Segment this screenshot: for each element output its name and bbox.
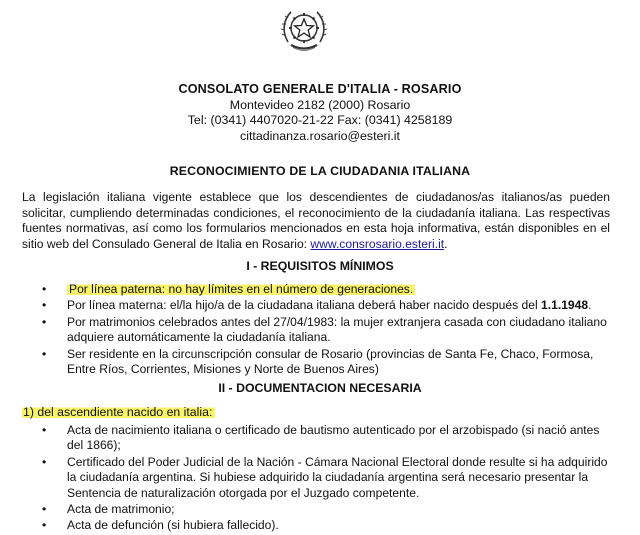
intro-end: . [444, 236, 448, 251]
bullet-icon: • [42, 298, 47, 313]
list-item [40, 518, 612, 533]
highlighted-text: Por línea paterna: no hay límites en el número de generaciones. [69, 282, 414, 296]
consulate-phone: Tel: (0341) 4407020-21-22 Fax: (0341) 4258189 [187, 113, 453, 127]
bullet-icon: • [42, 282, 47, 296]
consulate-email: cittadinanza.rosario@esteri.it [240, 128, 400, 143]
document-title: RECONOCIMIENTO DE LA CIUDADANIA ITALIANA [169, 164, 471, 178]
ascendant-subtitle [22, 405, 215, 419]
list-item-text: Acta de matrimonio; [67, 502, 175, 517]
list-item [40, 502, 612, 517]
consulate-header [0, 82, 640, 144]
bullet-icon: • [42, 423, 47, 437]
list-item-date: 1.1.1948 [541, 298, 589, 313]
documentation-list [40, 423, 612, 535]
bullet-icon: • [42, 346, 47, 361]
consulate-title: CONSOLATO GENERALE D'ITALIA - ROSARIO [178, 82, 462, 96]
bullet-icon: • [42, 502, 47, 517]
list-item-text: Certificado del Poder Judicial de la Nación - Cámara Nacional Electoral donde resulte si ha adquirido la ciudadanía argentina. Si hubiese adquirido la ciudadanía argentina será necesario presentar la Sentencia de naturalización otorgada por el Juzgado competente. [67, 454, 608, 500]
list-item-text: Acta de defunción (si hubiera fallecido). [67, 518, 279, 533]
bullet-icon: • [42, 518, 47, 533]
list-item [40, 282, 612, 297]
list-item [40, 298, 612, 313]
consulate-website-link[interactable]: www.consrosario.esteri.it [310, 236, 445, 251]
consulate-address: Montevideo 2182 (2000) Rosario [229, 97, 411, 112]
intro-text: La legislación italiana vigente establece que los descendientes de ciudadanos/as italianos/as pueden solicitar, cumpliendo determinadas condiciones, el reconocimiento de la ciudadanía italiana. Las respectivas fuentes normativas, así como los formularios mencionados en esta hoja informativa, están disponibles en el sitio web del Consulado General de Italia en Rosario: [22, 190, 610, 251]
requirements-list [40, 282, 612, 378]
list-item [40, 423, 612, 454]
list-item [40, 455, 612, 501]
list-item-text: Por matrimonios celebrados antes del 27/04/1983: la mujer extranjera casada con ciudadano italiano adquiere automáticamente la ciudadanía italiana. [67, 314, 607, 345]
list-item-text: Acta de nacimiento italiana o certificado de bautismo autenticado por el arzobispado (si nació antes del 1866); [67, 423, 600, 453]
italian-republic-emblem-icon [279, 4, 329, 54]
list-item [40, 347, 612, 378]
bullet-icon: • [42, 454, 47, 469]
intro-paragraph [22, 190, 610, 252]
list-item [40, 315, 612, 346]
section-requirements-title: I - REQUISITOS MÍNIMOS [246, 259, 394, 273]
highlighted-subtitle: 1) del ascendiente nacido en italia: [22, 405, 215, 419]
list-item-text: Ser residente en la circunscripción consular de Rosario (provincias de Santa Fe, Chaco, Formosa, Entre Ríos, Corrientes, Misiones y Norte de Buenos Aires) [67, 346, 594, 377]
section-documentation-title: II - DOCUMENTACION NECESARIA [218, 381, 422, 395]
list-item-text: Por línea materna: el/la hijo/a de la ciudadana italiana deberá haber nacido después del [67, 298, 542, 313]
bullet-icon: • [42, 314, 47, 329]
list-item-tail: . [588, 298, 592, 313]
